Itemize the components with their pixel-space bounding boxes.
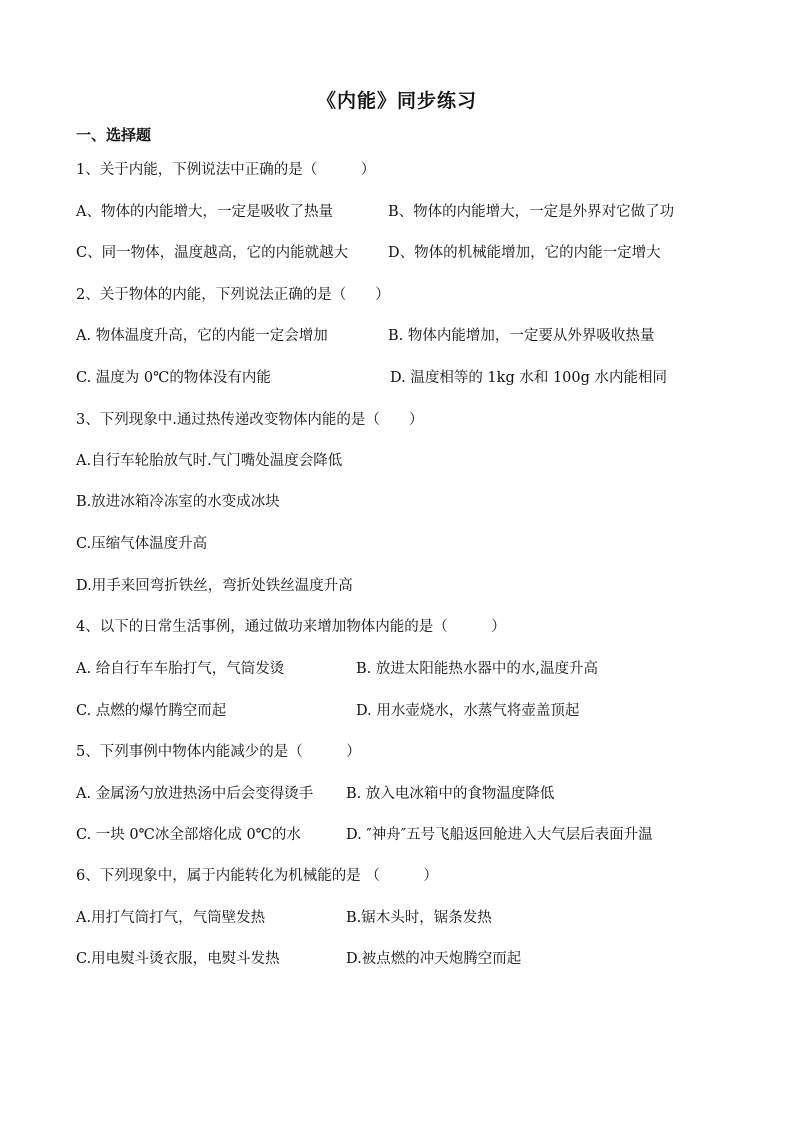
question-1-option-a: A、物体的内能增大，一定是吸收了热量: [76, 204, 333, 220]
question-6-stem: 6、下列现象中，属于内能转化为机械能的是 （ ）: [76, 868, 438, 884]
question-2-option-a: A. 物体温度升高，它的内能一定会增加: [76, 328, 328, 344]
question-3-stem: 3、下列现象中.通过热传递改变物体内能的是（ ）: [76, 412, 424, 428]
question-2-option-b: B. 物体内能增加，一定要从外界吸收热量: [388, 328, 655, 344]
question-4-stem: 4、以下的日常生活事例，通过做功来增加物体内能的是（ ）: [76, 619, 506, 635]
question-1-stem: 1、关于内能，下例说法中正确的是（ ）: [76, 162, 376, 178]
question-2-option-d: D. 温度相等的 1kg 水和 100g 水内能相同: [390, 370, 668, 386]
question-4-option-a: A. 给自行车车胎打气，气筒发烫: [76, 661, 285, 677]
question-5-option-b: B. 放入电冰箱中的食物温度降低: [346, 786, 555, 802]
section-heading: 一、选择题: [76, 126, 152, 144]
question-1-option-b: B、物体的内能增大，一定是外界对它做了功: [388, 204, 675, 220]
question-1-option-d: D、物体的机械能增加，它的内能一定增大: [388, 245, 661, 261]
page-title: 《内能》同步练习: [316, 90, 477, 112]
question-2-option-c: C. 温度为 0℃的物体没有内能: [76, 370, 271, 386]
question-3-option-b: B.放进冰箱冷冻室的水变成冰块: [76, 494, 280, 510]
question-4-option-c: C. 点燃的爆竹腾空而起: [76, 703, 227, 719]
question-5-option-d: D. ″神舟″五号飞船返回舱进入大气层后表面升温: [346, 827, 653, 843]
question-4-option-d: D. 用水壶烧水，水蒸气将壶盖顶起: [356, 703, 580, 719]
question-5-option-c: C. 一块 0℃冰全部熔化成 0℃的水: [76, 827, 301, 843]
question-6-option-a: A.用打气筒打气，气筒壁发热: [76, 910, 266, 926]
question-6-option-c: C.用电熨斗烫衣服，电熨斗发热: [76, 951, 280, 967]
question-6-option-d: D.被点燃的冲天炮腾空而起: [346, 951, 522, 967]
question-2-stem: 2、关于物体的内能，下列说法正确的是（ ）: [76, 287, 390, 303]
question-3-option-c: C.压缩气体温度升高: [76, 536, 208, 552]
question-3-option-a: A.自行车轮胎放气时.气门嘴处温度会降低: [76, 453, 343, 469]
question-5-stem: 5、下列事例中物体内能减少的是（ ）: [76, 744, 361, 760]
question-3-option-d: D.用手来回弯折铁丝，弯折处铁丝温度升高: [76, 578, 353, 594]
question-6-option-b: B.锯木头时，锯条发热: [346, 910, 492, 926]
question-1-option-c: C、同一物体，温度越高，它的内能就越大: [76, 245, 349, 261]
question-5-option-a: A. 金属汤勺放进热汤中后会变得烫手: [76, 786, 314, 802]
question-4-option-b: B. 放进太阳能热水器中的水,温度升高: [356, 661, 598, 677]
